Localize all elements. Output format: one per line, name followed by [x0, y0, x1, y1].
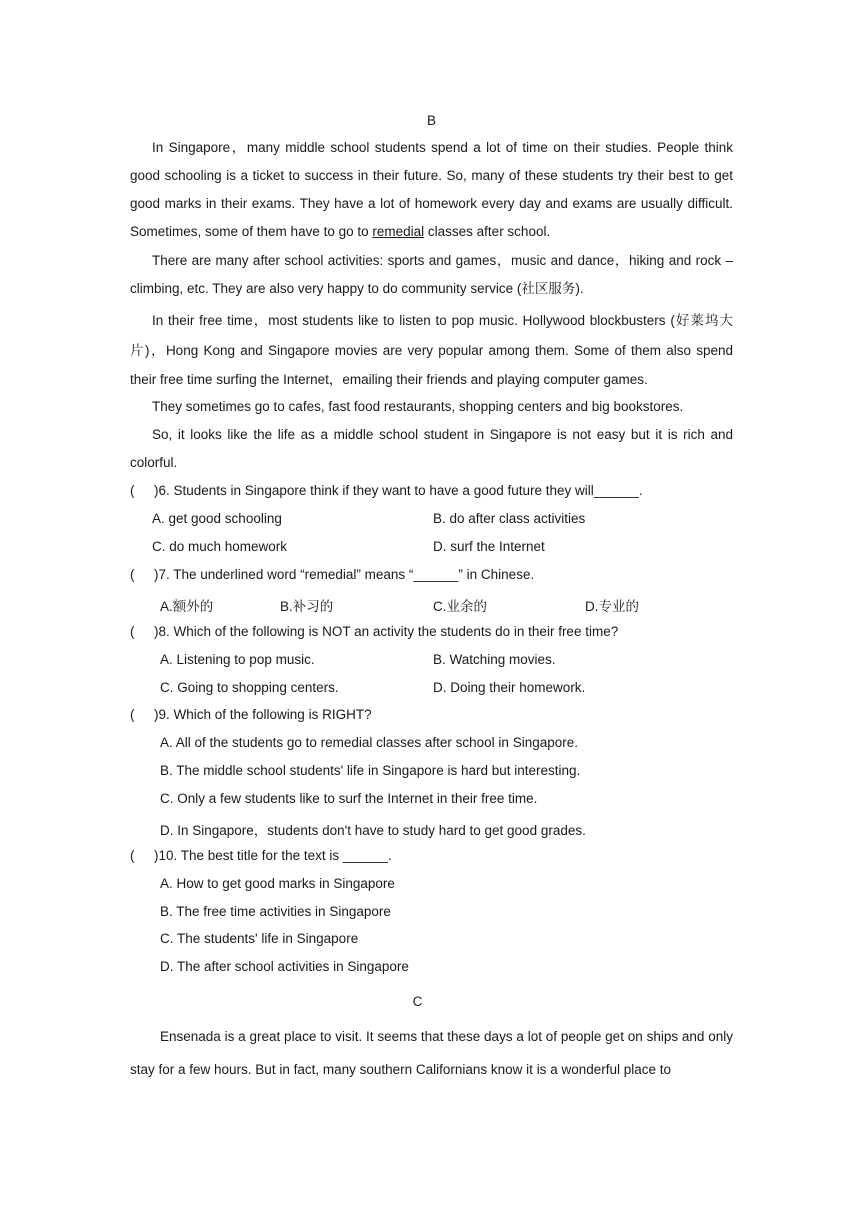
section-c-paragraph-1: Ensenada is a great place to visit. It seems that these days a lot of people get on ships and only stay for a few hours. But in fact, many southern Californians know it is a wonderful place to [130, 1029, 733, 1077]
q8-option-b: B. Watching movies. [433, 652, 556, 667]
question-7 [130, 567, 534, 582]
q6-option-b: B. do after class activities [433, 511, 586, 526]
q7-option-a: A.额外的 [160, 599, 214, 614]
answer-bracket: ( [130, 567, 135, 582]
q7-option-d: D.专业的 [585, 599, 639, 614]
q8-option-d: D. Doing their homework. [433, 680, 586, 695]
q6-option-d: D. surf the Internet [433, 539, 545, 554]
p1-text-after: classes after school. [424, 224, 551, 239]
question-9-stem: )9. Which of the following is RIGHT? [154, 707, 372, 722]
q9-option-c: C. Only a few students like to surf the Internet in their free time. [160, 791, 538, 806]
q7-option-b: B.补习的 [280, 599, 334, 614]
q9-option-a: A. All of the students go to remedial classes after school in Singapore. [160, 735, 578, 750]
answer-bracket: ( [130, 848, 135, 863]
q10-option-d: D. The after school activities in Singapore [160, 959, 409, 974]
section-b-paragraph-1 [130, 134, 733, 246]
section-c-heading: C [412, 994, 423, 1009]
section-b-paragraph-4: They sometimes go to cafes, fast food restaurants, shopping centers and big bookstores. [152, 399, 684, 414]
q8-option-c: C. Going to shopping centers. [160, 680, 339, 695]
section-b-paragraph-3: In their free time，most students like to listen to pop music. Hollywood blockbusters (好莱坞大片)，Hong Kong and Singapore movies are very popular among them. Some of them also spend their free time surfing the Internet，emailing their friends and playing computer games. [130, 313, 733, 387]
question-10-stem: )10. The best title for the text is ______. [154, 848, 392, 863]
q9-option-b: B. The middle school students' life in Singapore is hard but interesting. [160, 763, 581, 778]
q9-option-d: D. In Singapore，students don't have to study hard to get good grades. [160, 823, 586, 838]
question-8 [130, 624, 618, 639]
answer-bracket: ( [130, 707, 135, 722]
underlined-word-remedial: remedial [372, 224, 425, 239]
question-7-stem: )7. The underlined word “remedial” means “______” in Chinese. [154, 567, 535, 582]
section-b-paragraph-5: So, it looks like the life as a middle school student in Singapore is not easy but it is rich and colorful. [130, 427, 733, 470]
q10-option-a: A. How to get good marks in Singapore [160, 876, 395, 891]
question-8-stem: )8. Which of the following is NOT an activity the students do in their free time? [154, 624, 619, 639]
question-6-stem: )6. Students in Singapore think if they want to have a good future they will______. [154, 483, 643, 498]
q6-option-a: A. get good schooling [152, 511, 282, 526]
q10-option-b: B. The free time activities in Singapore [160, 904, 391, 919]
answer-bracket: ( [130, 483, 135, 498]
q10-option-c: C. The students' life in Singapore [160, 931, 359, 946]
q6-option-c: C. do much homework [152, 539, 288, 554]
q7-option-c: C.业余的 [433, 599, 487, 614]
section-b-heading: B [426, 113, 436, 128]
question-9 [130, 707, 372, 722]
answer-bracket: ( [130, 624, 135, 639]
question-10 [130, 848, 392, 863]
section-b-paragraph-2: There are many after school activities: sports and games，music and dance，hiking and rock –climbing, etc. They are also very happy to do community service (社区服务). [130, 253, 733, 296]
q8-option-a: A. Listening to pop music. [160, 652, 315, 667]
question-6 [130, 483, 643, 498]
p1-text-before: In Singapore，many middle school students spend a lot of time on their studies. People think good schooling is a ticket to success in their future. So, many of these students try their best to get good marks in their exams. They have a lot of homework every day and exams are usually difficult. Sometimes, some of them have to go to [130, 140, 733, 239]
